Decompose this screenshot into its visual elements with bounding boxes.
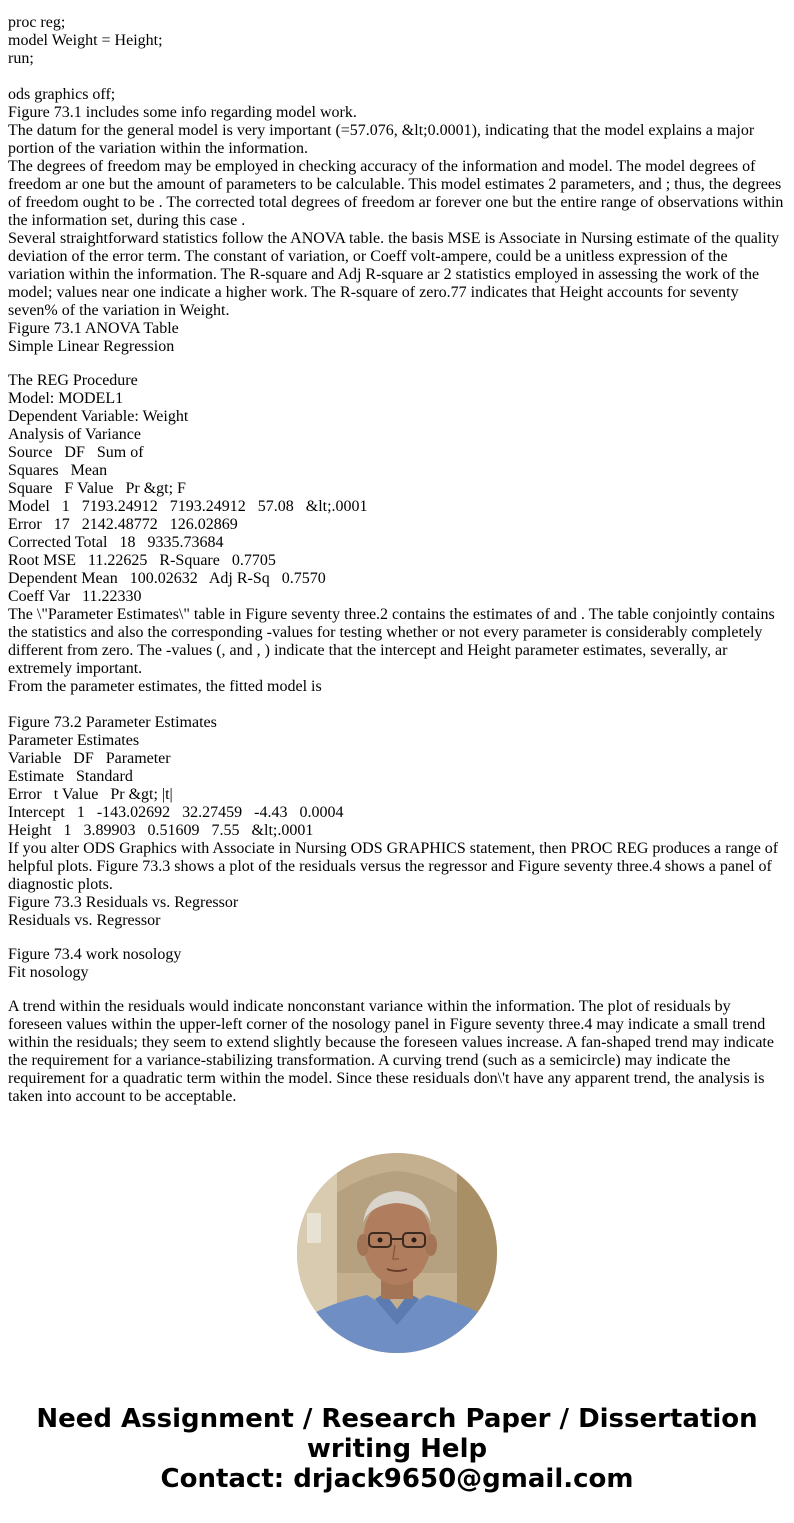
promo-banner bbox=[0, 1404, 794, 1494]
author-photo bbox=[297, 1153, 497, 1353]
promo-headline: Need Assignment / Research Paper / Dissertation bbox=[36, 1404, 758, 1434]
table-line: Estimate Standard bbox=[8, 768, 133, 785]
table-row: Height 1 3.89903 0.51609 7.55 &lt;.0001 bbox=[8, 822, 314, 839]
paragraph: Figure 73.1 includes some info regarding model work. bbox=[8, 104, 357, 121]
figure-caption: Figure 73.3 Residuals vs. Regressor bbox=[8, 894, 239, 911]
table-line: Square F Value Pr &gt; F bbox=[8, 480, 186, 497]
figure-title: Fit nosology bbox=[8, 964, 89, 981]
table-row: Corrected Total 18 9335.73684 bbox=[8, 534, 224, 551]
code-line: model Weight = Height; bbox=[8, 32, 163, 49]
document-body bbox=[8, 14, 786, 1106]
paragraph: Several straightforward statistics follow the ANOVA table. the basis MSE is Associate in Nursing estimate of the quality deviation of the error term. The constant of variation, or Coeff volt-ampere, could be a unitless expression of the variation within the information. The R-square and Adj R-square ar 2 statistics employed in assessing the work of the model; values near one indicate a higher work. The R-square of zero.77 indicates that Height accounts for seventy seven% of the variation in Weight. bbox=[8, 230, 784, 319]
table-row: Root MSE 11.22625 R-Square 0.7705 bbox=[8, 552, 276, 569]
code-line: proc reg; bbox=[8, 14, 66, 31]
code-line: run; bbox=[8, 50, 34, 67]
table-line: Parameter Estimates bbox=[8, 732, 140, 749]
figure-title: Residuals vs. Regressor bbox=[8, 912, 161, 929]
blank-line bbox=[8, 982, 786, 998]
table-line: The REG Procedure bbox=[8, 372, 138, 389]
figure-caption: Figure 73.4 work nosology bbox=[8, 946, 182, 963]
table-line: Error t Value Pr &gt; |t| bbox=[8, 786, 173, 803]
blank-line bbox=[8, 68, 786, 86]
table-line: Analysis of Variance bbox=[8, 426, 141, 443]
figure-title: Simple Linear Regression bbox=[8, 338, 175, 355]
blank-line bbox=[8, 930, 786, 946]
blank-line bbox=[8, 356, 786, 372]
table-row: Dependent Mean 100.02632 Adj R-Sq 0.7570 bbox=[8, 570, 326, 587]
paragraph: The datum for the general model is very important (=57.076, &lt;0.0001), indicating that the model explains a major portion of the variation within the information. bbox=[8, 122, 759, 157]
paragraph: The \"Parameter Estimates\" table in Figure seventy three.2 contains the estimates of and . The table conjointly contains the statistics and also the corresponding -values for testing whether or not every parameter is considerably completely different from zero. The -values (, and , ) indicate that the intercept and Height parameter estimates, severally, ar extremely important. bbox=[8, 606, 779, 677]
table-row: Error 17 2142.48772 126.02869 bbox=[8, 516, 238, 533]
paragraph: From the parameter estimates, the fitted model is bbox=[8, 678, 322, 695]
code-line: ods graphics off; bbox=[8, 86, 116, 103]
table-row: Intercept 1 -143.02692 32.27459 -4.43 0.0004 bbox=[8, 804, 344, 821]
table-line: Source DF Sum of bbox=[8, 444, 144, 461]
paragraph: A trend within the residuals would indicate nonconstant variance within the information. The plot of residuals by foreseen values within the upper-left corner of the nosology panel in Figure seventy three.4 may indicate a small trend within the residuals; they seem to extend slightly because the foreseen values increase. A fan-shaped trend may indicate the requirement for a variance-stabilizing transformation. A curving trend (such as a semicircle) may indicate the requirement for a quadratic term within the model. Since these residuals don\'t have any apparent trend, the analysis is taken into account to be acceptable. bbox=[8, 998, 778, 1105]
table-line: Model: MODEL1 bbox=[8, 390, 124, 407]
table-line: Dependent Variable: Weight bbox=[8, 408, 189, 425]
blank-line bbox=[8, 696, 786, 714]
paragraph: If you alter ODS Graphics with Associate in Nursing ODS GRAPHICS statement, then PROC REG produces a range of helpful plots. Figure 73.3 shows a plot of the residuals versus the regressor and Figure seventy three.4 shows a panel of diagnostic plots. bbox=[8, 840, 783, 893]
table-row: Coeff Var 11.22330 bbox=[8, 588, 142, 605]
person-photo-icon bbox=[297, 1153, 497, 1353]
figure-caption: Figure 73.1 ANOVA Table bbox=[8, 320, 179, 337]
table-line: Variable DF Parameter bbox=[8, 750, 171, 767]
table-line: Squares Mean bbox=[8, 462, 108, 479]
figure-caption: Figure 73.2 Parameter Estimates bbox=[8, 714, 217, 731]
table-row: Model 1 7193.24912 7193.24912 57.08 &lt;.0001 bbox=[8, 498, 368, 515]
promo-subheadline: writing Help bbox=[306, 1434, 488, 1464]
contact-email: Contact: drjack9650@gmail.com bbox=[160, 1464, 634, 1494]
paragraph: The degrees of freedom may be employed in checking accuracy of the information and model. The model degrees of freedom ar one but the amount of parameters to be calculable. This model estimates 2 parameters, and ; thus, the degrees of freedom ought to be . The corrected total degrees of freedom ar forever one but the entire range of observations within the information set, during this case . bbox=[8, 158, 788, 229]
